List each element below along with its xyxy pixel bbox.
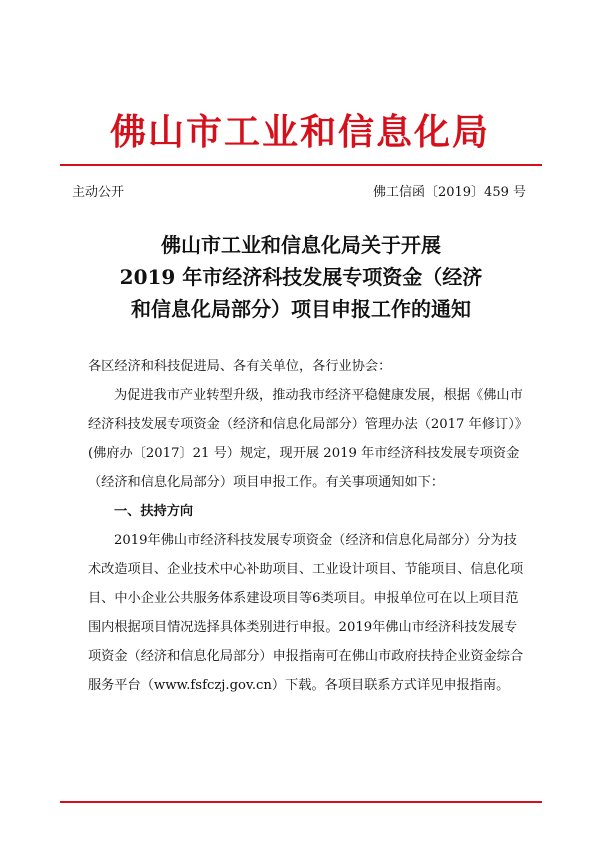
intro-paragraph: 为促进我市产业转型升级，推动我市经济平稳健康发展，根据《佛山市经济科技发展专项资金（经济和信息化局部分）管理办法（2017 年修订）》(佛府办〔2017〕21 号）规定，现开展 2019 年市经济科技发展专项资金（经济和信息化局部分）项目申报工作。有关事项通知如下： bbox=[88, 388, 523, 490]
document-number: 佛工信函〔2019〕459 号 bbox=[372, 185, 526, 200]
title-line-3: 和信息化局部分）项目申报工作的通知 bbox=[131, 297, 471, 321]
notice-body bbox=[88, 352, 526, 700]
section-heading-support-direction: 一、扶持方向 bbox=[114, 504, 194, 519]
masthead-divider bbox=[60, 164, 542, 166]
disclosure-label: 主动公开 bbox=[72, 185, 125, 200]
masthead-title: 佛山市工业和信息化局 bbox=[109, 111, 490, 153]
title-line-2: 2019 年市经济科技发展专项资金（经济 bbox=[119, 265, 483, 289]
salutation: 各区经济和科技促进局、各有关单位，各行业协会： bbox=[88, 359, 392, 374]
notice-title bbox=[60, 229, 542, 325]
footer-divider bbox=[60, 801, 542, 803]
title-line-1: 佛山市工业和信息化局关于开展 bbox=[161, 233, 441, 257]
section-paragraph-support-direction: 2019年佛山市经济科技发展专项资金（经济和信息化局部分）分为技术改造项目、企业技术中心补助项目、工业设计项目、节能项目、信息化项目、中小企业公共服务体系建设项目等6类项目。申报单位可在以上项目范围内根据项目情况选择具体类别进行申报。2019年佛山市经济科技发展专项资金（经济和信息化局部分）申报指南可在佛山市政府扶持企业资金综合服务平台（www.fsfczj.gov.cn）下载。各项目联系方式详见申报指南。 bbox=[88, 533, 524, 693]
